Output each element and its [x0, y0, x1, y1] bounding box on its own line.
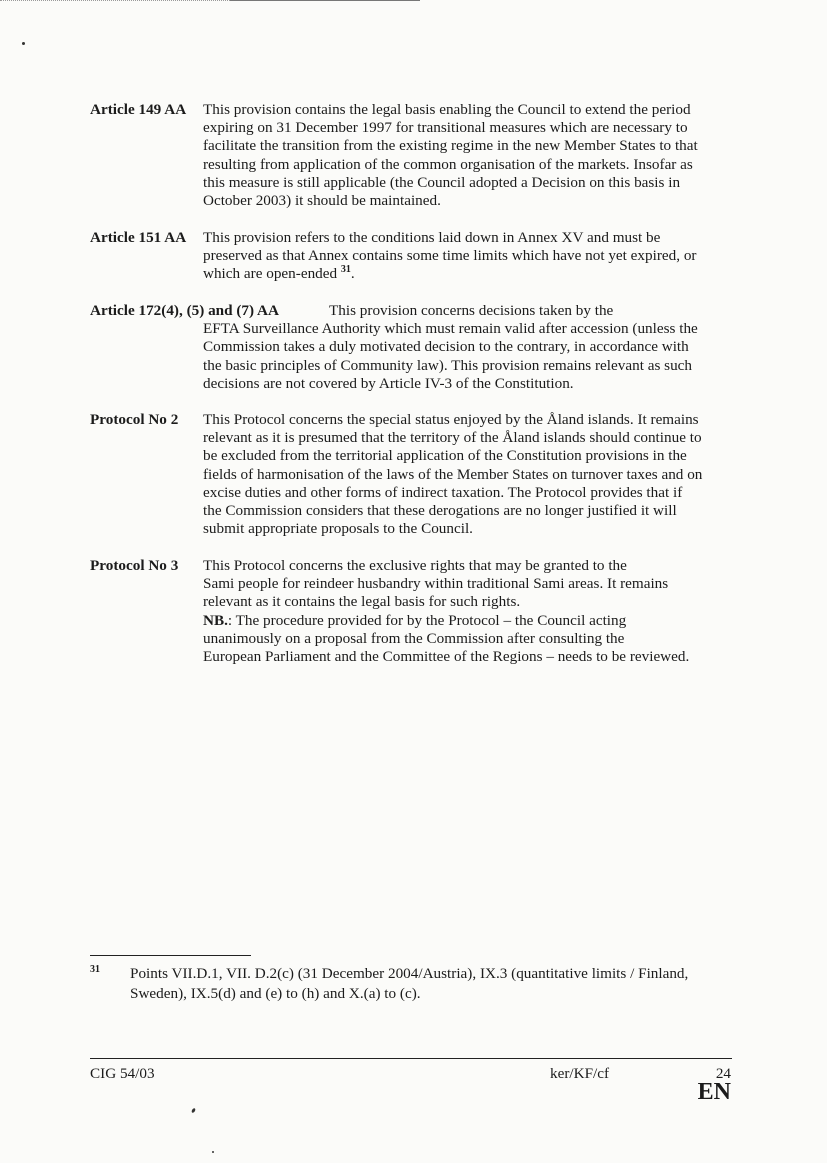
- entry-body: [203, 411, 730, 538]
- entry-line: decisions are not covered by Article IV-3 of the Constitution.: [203, 374, 574, 392]
- entry-line: facilitate the transition from the existing regime in the new Member States to that: [203, 137, 698, 155]
- entry-protocol-2: [90, 411, 730, 538]
- entry-line: Commission takes a duly motivated decision to the contrary, in accordance with: [203, 338, 689, 356]
- entry-line: unanimously on a proposal from the Commission after consulting the: [203, 629, 625, 647]
- entry-line: European Parliament and the Committee of the Regions – needs to be reviewed.: [203, 648, 690, 666]
- entry-line: This provision contains the legal basis enabling the Council to extend the period: [203, 101, 691, 118]
- footnote-line: Points VII.D.1, VII. D.2(c) (31 December 2004/Austria), IX.3 (quantitative limits / Finland,: [130, 965, 689, 982]
- footnote-separator: [90, 955, 251, 956]
- footnote: [90, 964, 730, 1004]
- entry-article-172: [90, 302, 730, 393]
- entry-line-with-ref: [203, 265, 730, 283]
- entry-line: this measure is still applicable (the Council adopted a Decision on this basis in: [203, 173, 681, 191]
- footnote-ref[interactable]: 31: [340, 264, 351, 276]
- scan-speck: [191, 1108, 196, 1114]
- entry-line: which are open-ended: [203, 265, 338, 283]
- entry-protocol-3: [90, 557, 730, 666]
- nb-line: [203, 612, 730, 630]
- entry-line: This Protocol concerns the exclusive rights that may be granted to the: [203, 557, 627, 574]
- entry-line: resulting from application of the common organisation of the markets. Insofar as: [203, 155, 693, 173]
- entry-line: submit appropriate proposals to the Council.: [203, 520, 473, 538]
- entry-line: preserved as that Annex contains some time limits which have not yet expired, or: [203, 247, 697, 265]
- entry-body: [203, 101, 730, 210]
- entry-line: EFTA Surveillance Authority which must remain valid after accession (unless the: [203, 320, 698, 338]
- entry-line: relevant as it is presumed that the territory of the Åland islands should continue to: [203, 429, 702, 447]
- entry-label: Article 151 AA: [90, 229, 187, 246]
- entry-first-line: This provision concerns decisions taken by the: [329, 302, 614, 319]
- footnote-line: Sweden), IX.5(d) and (e) to (h) and X.(a) to (c).: [130, 985, 421, 1002]
- scan-speck: [212, 1151, 214, 1153]
- entry-label: Protocol No 2: [90, 411, 179, 428]
- scan-artifact: [230, 0, 420, 2]
- entry-line: be excluded from the territorial application of the Constitution provisions in the: [203, 447, 687, 465]
- entry-article-149: [90, 101, 730, 210]
- entry-line: the basic principles of Community law). This provision remains relevant as such: [203, 356, 692, 374]
- footnote-number: 31: [90, 964, 100, 975]
- entry-body: [203, 302, 730, 393]
- entry-line: the Commission considers that these derogations are no longer justified it will: [203, 502, 677, 520]
- entry-label: Article 149 AA: [90, 101, 187, 118]
- author-initials: ker/KF/cf: [550, 1065, 610, 1082]
- entry-article-151: [90, 229, 730, 284]
- entry-body: [203, 557, 730, 666]
- entry-label: Protocol No 3: [90, 557, 179, 574]
- entry-body: [203, 229, 730, 284]
- nb-label: NB.: [203, 611, 228, 629]
- footer-rule: [90, 1058, 732, 1059]
- language-code: EN: [697, 1079, 731, 1105]
- entry-line: relevant as it contains the legal basis for such rights.: [203, 593, 521, 611]
- line-suffix: .: [350, 265, 355, 283]
- page-number: 24: [715, 1065, 731, 1082]
- entry-line: Sami people for reindeer husbandry within traditional Sami areas. It remains: [203, 575, 669, 593]
- footnote-text: [130, 964, 730, 1004]
- nb-text: : The procedure provided for by the Protocol – the Council acting: [227, 611, 627, 629]
- entry-line: October 2003) it should be maintained.: [203, 192, 441, 210]
- entry-line: This provision refers to the conditions laid down in Annex XV and must be: [203, 229, 661, 246]
- entry-label: Article 172(4), (5) and (7) AA: [90, 302, 279, 319]
- entry-line: expiring on 31 December 1997 for transitional measures which are necessary to: [203, 119, 688, 137]
- entry-line: excise duties and other forms of indirect taxation. The Protocol provides that if: [203, 483, 683, 501]
- entry-line: This Protocol concerns the special status enjoyed by the Åland islands. It remains: [203, 411, 699, 428]
- scan-speck: [22, 42, 25, 45]
- entry-line: fields of harmonisation of the laws of the Member States on turnover taxes and on: [203, 465, 703, 483]
- doc-reference: CIG 54/03: [90, 1065, 155, 1082]
